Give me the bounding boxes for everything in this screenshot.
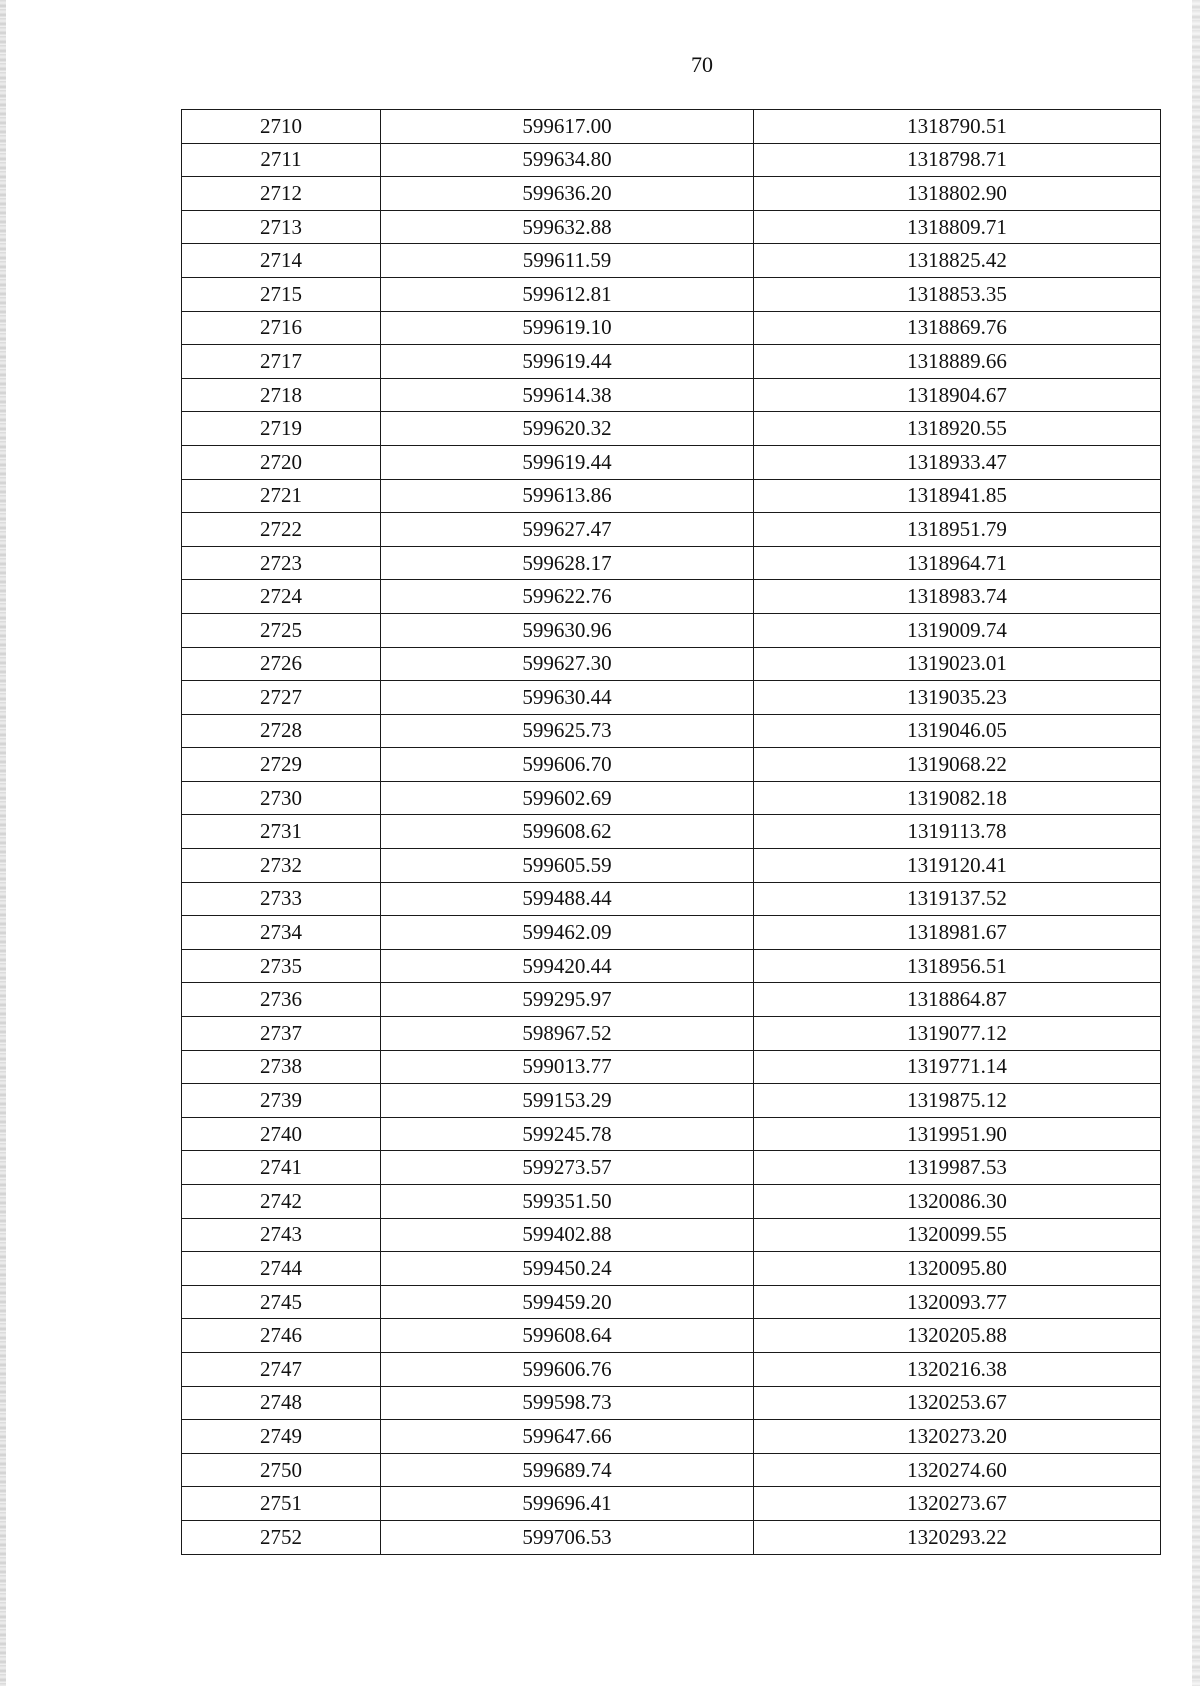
point-number-cell: 2741 (182, 1151, 381, 1185)
point-number-cell: 2723 (182, 546, 381, 580)
point-number-cell: 2716 (182, 311, 381, 345)
x-coordinate-cell: 599013.77 (381, 1050, 754, 1084)
point-number-cell: 2730 (182, 781, 381, 815)
y-coordinate-cell: 1320099.55 (754, 1218, 1161, 1252)
table-row (182, 1117, 1161, 1151)
y-coordinate-cell: 1318983.74 (754, 580, 1161, 614)
table-row (182, 210, 1161, 244)
table-row (182, 1386, 1161, 1420)
point-number-cell: 2742 (182, 1185, 381, 1219)
y-coordinate-cell: 1319035.23 (754, 681, 1161, 715)
y-coordinate-cell: 1320273.20 (754, 1420, 1161, 1454)
y-coordinate-cell: 1319068.22 (754, 748, 1161, 782)
point-number-cell: 2735 (182, 949, 381, 983)
x-coordinate-cell: 599606.70 (381, 748, 754, 782)
coordinate-table-body (182, 110, 1161, 1555)
point-number-cell: 2718 (182, 378, 381, 412)
point-number-cell: 2752 (182, 1520, 381, 1554)
point-number-cell: 2748 (182, 1386, 381, 1420)
point-number-cell: 2715 (182, 277, 381, 311)
x-coordinate-cell: 599689.74 (381, 1453, 754, 1487)
y-coordinate-cell: 1318864.87 (754, 983, 1161, 1017)
x-coordinate-cell: 599628.17 (381, 546, 754, 580)
point-number-cell: 2714 (182, 244, 381, 278)
y-coordinate-cell: 1319771.14 (754, 1050, 1161, 1084)
table-row (182, 110, 1161, 144)
table-row (182, 815, 1161, 849)
x-coordinate-cell: 599630.44 (381, 681, 754, 715)
table-row (182, 1218, 1161, 1252)
page-number: 70 (691, 52, 713, 77)
x-coordinate-cell: 599245.78 (381, 1117, 754, 1151)
y-coordinate-cell: 1319009.74 (754, 613, 1161, 647)
point-number-cell: 2750 (182, 1453, 381, 1487)
y-coordinate-cell: 1318920.55 (754, 412, 1161, 446)
table-row (182, 1285, 1161, 1319)
point-number-cell: 2746 (182, 1319, 381, 1353)
point-number-cell: 2734 (182, 916, 381, 950)
y-coordinate-cell: 1319120.41 (754, 849, 1161, 883)
x-coordinate-cell: 599634.80 (381, 143, 754, 177)
table-row (182, 479, 1161, 513)
table-row (182, 244, 1161, 278)
y-coordinate-cell: 1320274.60 (754, 1453, 1161, 1487)
point-number-cell: 2710 (182, 110, 381, 144)
y-coordinate-cell: 1318964.71 (754, 546, 1161, 580)
table-row (182, 513, 1161, 547)
y-coordinate-cell: 1319082.18 (754, 781, 1161, 815)
table-row (182, 748, 1161, 782)
scan-edge-right (1192, 0, 1200, 1686)
y-coordinate-cell: 1319875.12 (754, 1084, 1161, 1118)
table-row (182, 1050, 1161, 1084)
point-number-cell: 2712 (182, 177, 381, 211)
x-coordinate-cell: 599619.10 (381, 311, 754, 345)
y-coordinate-cell: 1319023.01 (754, 647, 1161, 681)
point-number-cell: 2749 (182, 1420, 381, 1454)
y-coordinate-cell: 1318853.35 (754, 277, 1161, 311)
table-row (182, 1352, 1161, 1386)
y-coordinate-cell: 1318941.85 (754, 479, 1161, 513)
table-row (182, 1319, 1161, 1353)
x-coordinate-cell: 599295.97 (381, 983, 754, 1017)
table-row (182, 378, 1161, 412)
x-coordinate-cell: 599420.44 (381, 949, 754, 983)
y-coordinate-cell: 1320095.80 (754, 1252, 1161, 1286)
table-row (182, 781, 1161, 815)
point-number-cell: 2739 (182, 1084, 381, 1118)
table-row (182, 1017, 1161, 1051)
y-coordinate-cell: 1320205.88 (754, 1319, 1161, 1353)
point-number-cell: 2736 (182, 983, 381, 1017)
table-row (182, 345, 1161, 379)
y-coordinate-cell: 1318869.76 (754, 311, 1161, 345)
table-row (182, 1252, 1161, 1286)
x-coordinate-cell: 599606.76 (381, 1352, 754, 1386)
point-number-cell: 2729 (182, 748, 381, 782)
table-row (182, 1520, 1161, 1554)
point-number-cell: 2721 (182, 479, 381, 513)
point-number-cell: 2751 (182, 1487, 381, 1521)
y-coordinate-cell: 1318802.90 (754, 177, 1161, 211)
y-coordinate-cell: 1319951.90 (754, 1117, 1161, 1151)
x-coordinate-cell: 599625.73 (381, 714, 754, 748)
x-coordinate-cell: 599351.50 (381, 1185, 754, 1219)
point-number-cell: 2726 (182, 647, 381, 681)
x-coordinate-cell: 599608.64 (381, 1319, 754, 1353)
y-coordinate-cell: 1320293.22 (754, 1520, 1161, 1554)
x-coordinate-cell: 599602.69 (381, 781, 754, 815)
x-coordinate-cell: 599614.38 (381, 378, 754, 412)
table-row (182, 1185, 1161, 1219)
table-row (182, 949, 1161, 983)
table-row (182, 1084, 1161, 1118)
x-coordinate-cell: 599696.41 (381, 1487, 754, 1521)
y-coordinate-cell: 1320093.77 (754, 1285, 1161, 1319)
y-coordinate-cell: 1320273.67 (754, 1487, 1161, 1521)
point-number-cell: 2740 (182, 1117, 381, 1151)
y-coordinate-cell: 1319987.53 (754, 1151, 1161, 1185)
y-coordinate-cell: 1318956.51 (754, 949, 1161, 983)
x-coordinate-cell: 599620.32 (381, 412, 754, 446)
point-number-cell: 2747 (182, 1352, 381, 1386)
point-number-cell: 2733 (182, 882, 381, 916)
y-coordinate-cell: 1318981.67 (754, 916, 1161, 950)
point-number-cell: 2744 (182, 1252, 381, 1286)
y-coordinate-cell: 1320086.30 (754, 1185, 1161, 1219)
point-number-cell: 2720 (182, 445, 381, 479)
y-coordinate-cell: 1318904.67 (754, 378, 1161, 412)
x-coordinate-cell: 599619.44 (381, 345, 754, 379)
x-coordinate-cell: 599598.73 (381, 1386, 754, 1420)
x-coordinate-cell: 599706.53 (381, 1520, 754, 1554)
y-coordinate-cell: 1318889.66 (754, 345, 1161, 379)
x-coordinate-cell: 599611.59 (381, 244, 754, 278)
point-number-cell: 2737 (182, 1017, 381, 1051)
y-coordinate-cell: 1318790.51 (754, 110, 1161, 144)
table-row (182, 412, 1161, 446)
y-coordinate-cell: 1319113.78 (754, 815, 1161, 849)
y-coordinate-cell: 1320253.67 (754, 1386, 1161, 1420)
x-coordinate-cell: 599605.59 (381, 849, 754, 883)
table-row (182, 882, 1161, 916)
table-row (182, 277, 1161, 311)
y-coordinate-cell: 1318933.47 (754, 445, 1161, 479)
x-coordinate-cell: 599459.20 (381, 1285, 754, 1319)
point-number-cell: 2719 (182, 412, 381, 446)
y-coordinate-cell: 1318809.71 (754, 210, 1161, 244)
point-number-cell: 2717 (182, 345, 381, 379)
x-coordinate-cell: 599273.57 (381, 1151, 754, 1185)
table-row (182, 546, 1161, 580)
coordinate-table (181, 109, 1161, 1555)
y-coordinate-cell: 1318825.42 (754, 244, 1161, 278)
table-row (182, 681, 1161, 715)
point-number-cell: 2724 (182, 580, 381, 614)
x-coordinate-cell: 599627.30 (381, 647, 754, 681)
table-row (182, 849, 1161, 883)
table-row (182, 714, 1161, 748)
table-row (182, 916, 1161, 950)
y-coordinate-cell: 1318798.71 (754, 143, 1161, 177)
x-coordinate-cell: 599153.29 (381, 1084, 754, 1118)
y-coordinate-cell: 1318951.79 (754, 513, 1161, 547)
point-number-cell: 2722 (182, 513, 381, 547)
table-row (182, 613, 1161, 647)
scan-edge-left (0, 0, 6, 1686)
table-row (182, 1151, 1161, 1185)
table-row (182, 1420, 1161, 1454)
x-coordinate-cell: 599632.88 (381, 210, 754, 244)
table-row (182, 311, 1161, 345)
x-coordinate-cell: 599612.81 (381, 277, 754, 311)
x-coordinate-cell: 599630.96 (381, 613, 754, 647)
table-row (182, 580, 1161, 614)
point-number-cell: 2725 (182, 613, 381, 647)
point-number-cell: 2743 (182, 1218, 381, 1252)
x-coordinate-cell: 599450.24 (381, 1252, 754, 1286)
table-row (182, 143, 1161, 177)
x-coordinate-cell: 599402.88 (381, 1218, 754, 1252)
y-coordinate-cell: 1319137.52 (754, 882, 1161, 916)
x-coordinate-cell: 599627.47 (381, 513, 754, 547)
y-coordinate-cell: 1319046.05 (754, 714, 1161, 748)
y-coordinate-cell: 1320216.38 (754, 1352, 1161, 1386)
table-row (182, 177, 1161, 211)
x-coordinate-cell: 598967.52 (381, 1017, 754, 1051)
table-row (182, 647, 1161, 681)
x-coordinate-cell: 599647.66 (381, 1420, 754, 1454)
x-coordinate-cell: 599617.00 (381, 110, 754, 144)
x-coordinate-cell: 599462.09 (381, 916, 754, 950)
table-row (182, 983, 1161, 1017)
point-number-cell: 2728 (182, 714, 381, 748)
x-coordinate-cell: 599619.44 (381, 445, 754, 479)
point-number-cell: 2727 (182, 681, 381, 715)
point-number-cell: 2745 (182, 1285, 381, 1319)
x-coordinate-cell: 599488.44 (381, 882, 754, 916)
point-number-cell: 2732 (182, 849, 381, 883)
point-number-cell: 2731 (182, 815, 381, 849)
x-coordinate-cell: 599613.86 (381, 479, 754, 513)
y-coordinate-cell: 1319077.12 (754, 1017, 1161, 1051)
table-row (182, 445, 1161, 479)
point-number-cell: 2738 (182, 1050, 381, 1084)
point-number-cell: 2711 (182, 143, 381, 177)
x-coordinate-cell: 599636.20 (381, 177, 754, 211)
x-coordinate-cell: 599622.76 (381, 580, 754, 614)
x-coordinate-cell: 599608.62 (381, 815, 754, 849)
table-row (182, 1453, 1161, 1487)
table-row (182, 1487, 1161, 1521)
point-number-cell: 2713 (182, 210, 381, 244)
